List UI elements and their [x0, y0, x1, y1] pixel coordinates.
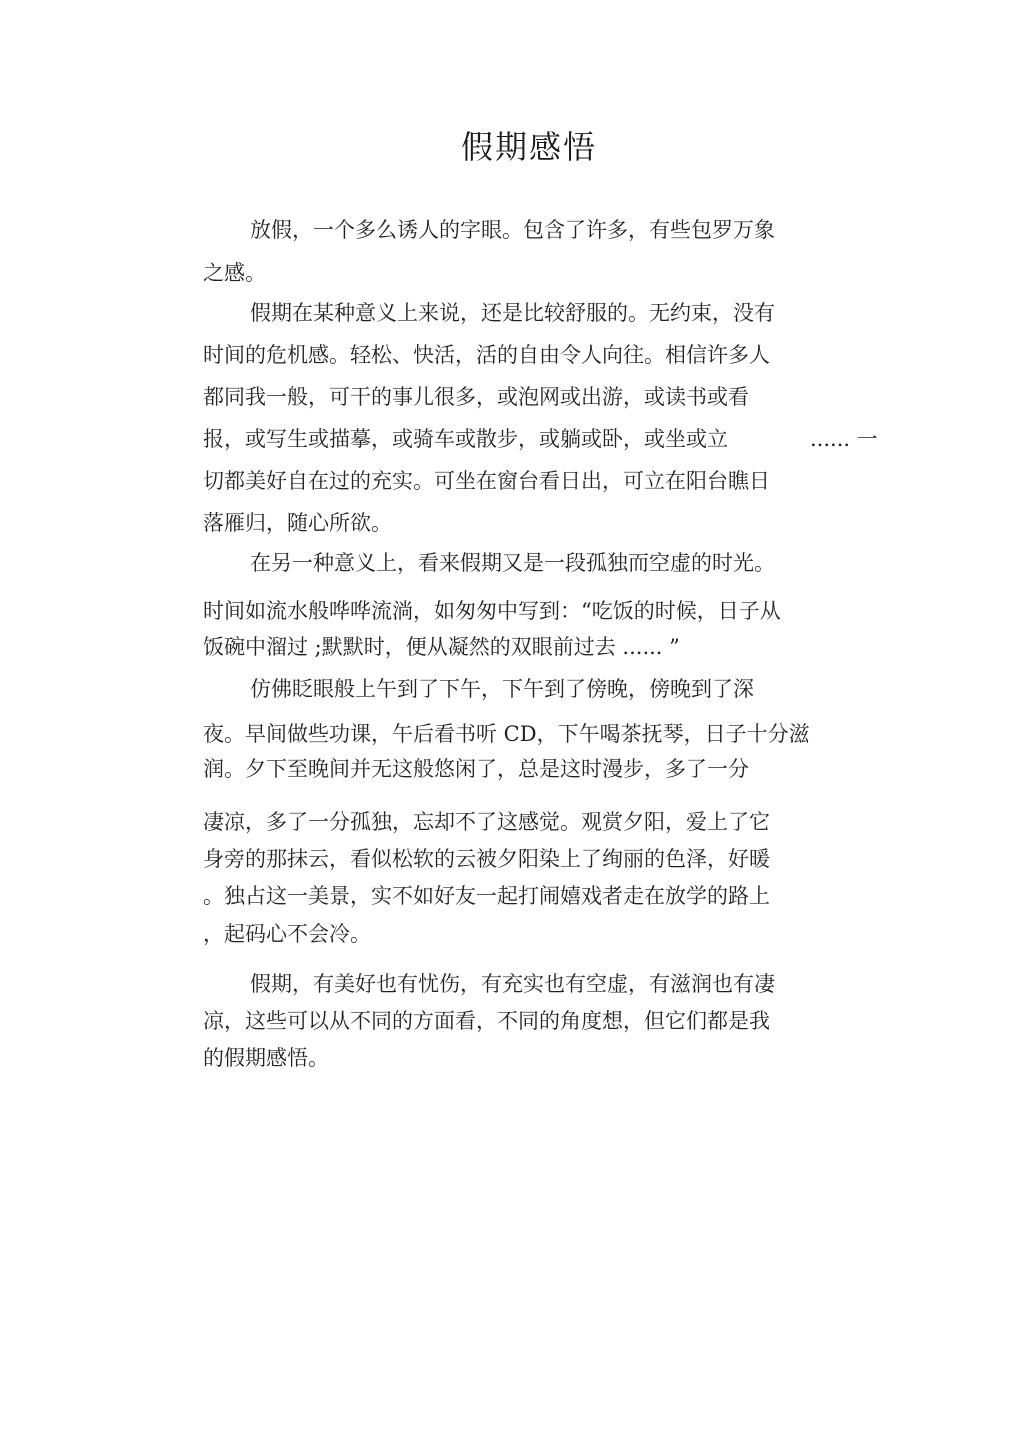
paragraph-line: 润。夕下至晚间并无这般悠闲了，总是这时漫步，多了一分 [203, 757, 749, 781]
paragraph-line: ，起码心不会冷。 [203, 922, 371, 946]
paragraph-line: 切都美好自在过的充实。可坐在窗台看日出，可立在阳台瞧日 [203, 469, 770, 493]
paragraph-line: 仿佛眨眼般上午到了下午，下午到了傍晚，傍晚到了深 [250, 677, 754, 701]
paragraph-line: 假期在某种意义上来说，还是比较舒服的。无约束，没有 [250, 301, 775, 325]
paragraph-line: 凄凉，多了一分孤独，忘却不了这感觉。观赏夕阳，爱上了它 [203, 810, 770, 834]
paragraph-line: 饭碗中溜过 ;默默时，便从凝然的双眼前过去 ...... ” [203, 635, 680, 659]
paragraph-line: 凉，这些可以从不同的方面看，不同的角度想，但它们都是我 [203, 1009, 770, 1033]
paragraph-line: 假期，有美好也有忧伤，有充实也有空虚，有滋润也有凄 [250, 972, 775, 996]
paragraph-line: 都同我一般，可干的事儿很多，或泡网或出游，或读书或看 [203, 385, 749, 409]
paragraph-line: 落雁归，随心所欲。 [203, 511, 392, 535]
paragraph-line: 时间如流水般哗哗流淌，如匆匆中写到：“吃饭的时候，日子从 [203, 599, 781, 623]
paragraph-line: 身旁的那抹云，看似松软的云被夕阳染上了绚丽的色泽，好暖 [203, 847, 770, 871]
paragraph-line: 的假期感悟。 [203, 1046, 329, 1070]
paragraph-line: 夜。早间做些功课，午后看书听 CD，下午喝茶抚琴，日子十分滋 [203, 722, 810, 746]
document-title: 假期感悟 [460, 128, 597, 166]
paragraph-line: 在另一种意义上，看来假期又是一段孤独而空虚的时光。 [250, 551, 775, 575]
paragraph-line: 。独占这一美景，实不如好友一起打闹嬉戏者走在放学的路上 [203, 884, 770, 908]
ellipsis-fragment: ...... 一 [810, 427, 878, 451]
paragraph-line: 报，或写生或描摹，或骑车或散步，或躺或卧，或坐或立 [203, 427, 728, 451]
paragraph-line: 放假，一个多么诱人的字眼。包含了许多，有些包罗万象 [250, 218, 775, 242]
paragraph-line: 时间的危机感。轻松、快活，活的自由令人向往。相信许多人 [203, 343, 770, 367]
paragraph-line: 之感。 [203, 261, 266, 285]
